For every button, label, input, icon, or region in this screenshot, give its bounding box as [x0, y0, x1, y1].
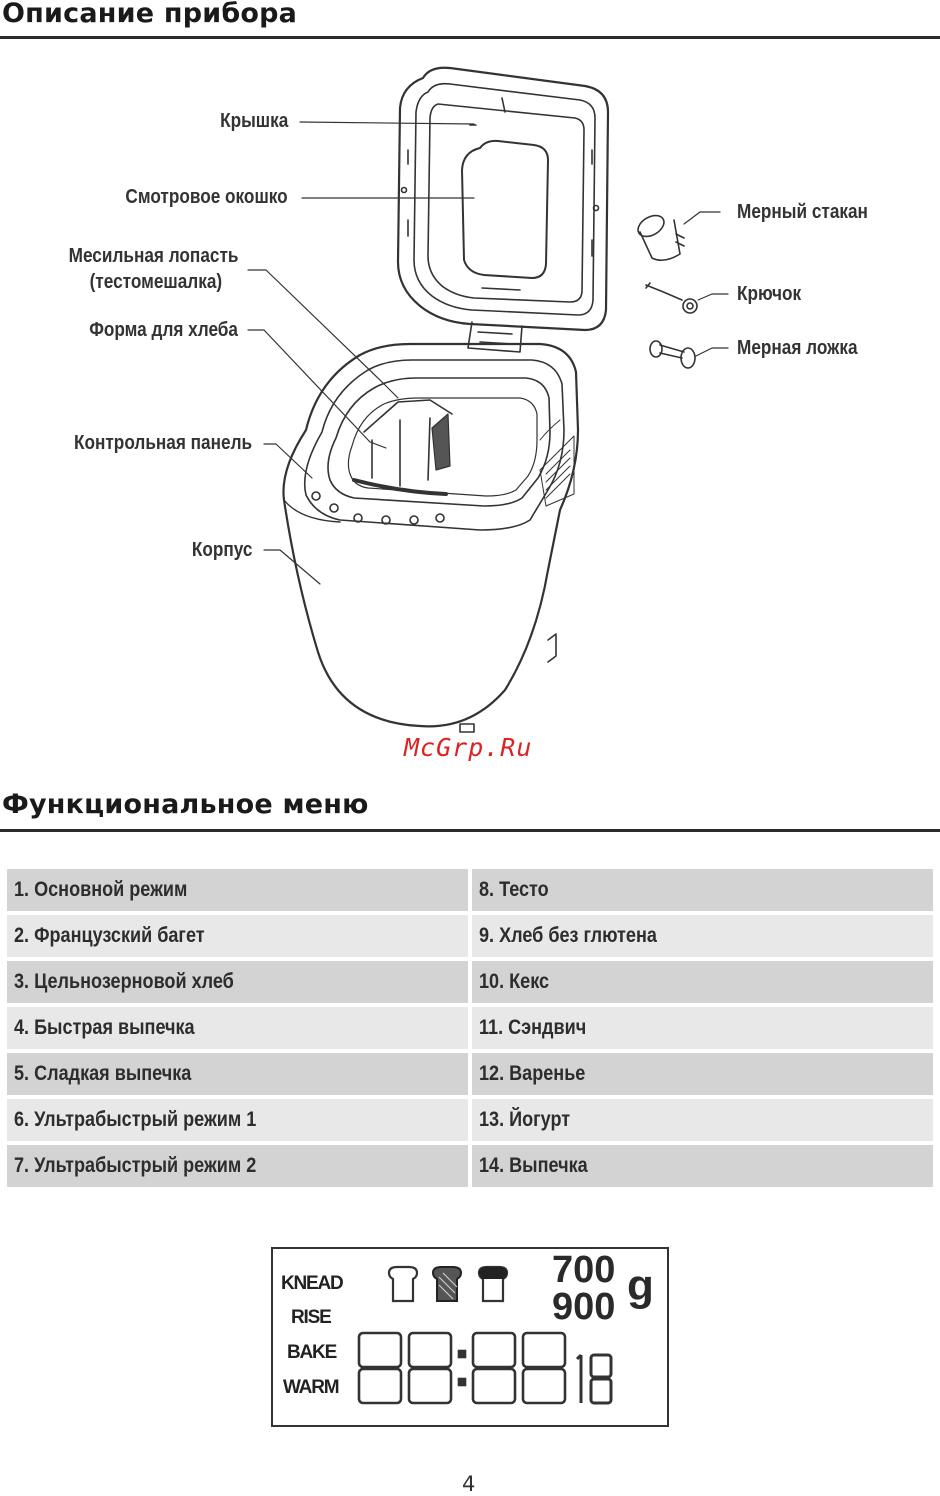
menu-item: 5. Сладкая выпечка — [7, 1053, 468, 1095]
lcd-weight-700: 700 — [552, 1249, 616, 1291]
menu-item: 2. Французский багет — [7, 915, 468, 957]
menu-item: 12. Варенье — [472, 1053, 933, 1095]
section-divider — [0, 829, 940, 832]
label-measuring-cup: Мерный стакан — [737, 201, 868, 223]
label-measuring-spoon: Мерная ложка — [737, 337, 858, 359]
menu-item: 10. Кекс — [472, 961, 933, 1003]
label-bread-pan: Форма для хлеба — [89, 319, 238, 341]
watermark: McGrp.Ru — [404, 733, 533, 762]
body-illustration — [283, 344, 578, 732]
measuring-spoon-illustration — [650, 341, 695, 368]
hook-illustration — [646, 283, 697, 313]
lcd-mode-knead: KNEAD — [281, 1273, 343, 1294]
menu-item: 7. Ультрабыстрый режим 2 — [7, 1145, 468, 1187]
lcd-mode-rise: RISE — [291, 1307, 331, 1328]
lcd-digit-4 — [523, 1333, 565, 1403]
menu-item: 4. Быстрая выпечка — [7, 1007, 468, 1049]
label-kneading-paddle: Месильная лопасть — [68, 245, 238, 267]
lcd-colon — [459, 1351, 465, 1385]
lid-illustration — [398, 68, 608, 352]
menu-item: 14. Выпечка — [472, 1145, 933, 1187]
label-viewing-window: Смотровое окошко — [125, 186, 288, 208]
page-number: 4 — [462, 1472, 476, 1496]
light-crust-icon — [389, 1267, 417, 1301]
label-kneading-paddle-note: (тестомешалка) — [89, 271, 222, 293]
section-divider — [0, 36, 940, 39]
menu-item: 13. Йогурт — [472, 1099, 933, 1141]
menu-item: 11. Сэндвич — [472, 1007, 933, 1049]
crust-color-icons — [383, 1263, 523, 1307]
lcd-weight-unit: g — [627, 1261, 654, 1310]
lcd-display — [271, 1247, 669, 1427]
measuring-cup-illustration — [634, 211, 684, 260]
lcd-digit-2 — [409, 1333, 451, 1403]
menu-item: 8. Тесто — [472, 869, 933, 911]
lcd-mode-warm: WARM — [283, 1377, 339, 1398]
lcd-digit-3 — [473, 1333, 515, 1403]
function-menu-table — [7, 869, 933, 1187]
label-control-panel: Контрольная панель — [73, 432, 252, 454]
section-title-function-menu: Функциональное меню — [2, 789, 369, 820]
lcd-small-digit-2 — [591, 1355, 611, 1403]
leader-lines — [248, 122, 728, 584]
lcd-digit-readout — [355, 1329, 655, 1409]
lcd-mode-bake: BAKE — [287, 1342, 337, 1363]
section-title-device-description: Описание прибора — [2, 0, 298, 29]
lcd-weight-900: 900 — [552, 1286, 616, 1328]
menu-item: 1. Основной режим — [7, 869, 468, 911]
dark-crust-icon — [479, 1267, 507, 1301]
menu-item: 6. Ультрабыстрый режим 1 — [7, 1099, 468, 1141]
lcd-small-digit-1 — [577, 1355, 581, 1403]
medium-crust-icon — [433, 1267, 461, 1301]
menu-item: 9. Хлеб без глютена — [472, 915, 933, 957]
lcd-digit-1 — [359, 1333, 401, 1403]
label-lid: Крышка — [219, 110, 288, 132]
bread-maker-diagram — [0, 40, 940, 740]
label-body: Корпус — [191, 539, 252, 561]
label-hook: Крючок — [737, 283, 802, 305]
menu-item: 3. Цельнозерновой хлеб — [7, 961, 468, 1003]
